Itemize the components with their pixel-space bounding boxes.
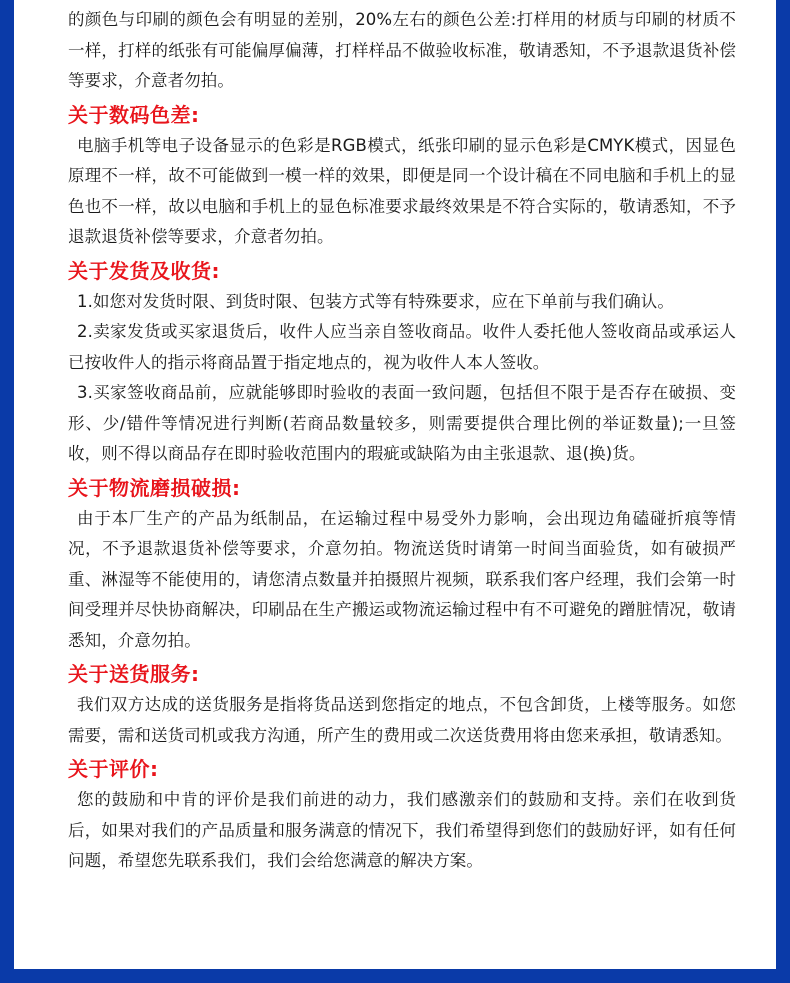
section-paragraph: 您的鼓励和中肯的评价是我们前进的动力，我们感激亲们的鼓励和支持。亲们在收到货后，如果对我们的产品质量和服务满意的情况下，我们希望得到您们的鼓励好评，如有任何问题，希望您先联系我们，我们会给您满意的解决方案。 — [68, 790, 736, 870]
section-paragraph: 由于本厂生产的产品为纸制品，在运输过程中易受外力影响，会出现边角磕碰折痕等情况，不予退款退货补偿等要求，介意勿拍。物流送货时请第一时间当面验货，如有破损严重、淋湿等不能使用的，请您清点数量并拍摄照片视频，联系我们客户经理，我们会第一时间受理并尽快协商解决，印刷品在生产搬运或物流运输过程中有不可避免的蹭脏情况，敬请悉知，介意勿拍。 — [68, 508, 736, 650]
section-title: 关于评价: — [68, 757, 159, 781]
intro-paragraph: 的颜色与印刷的颜色会有明显的差别，20%左右的颜色公差:打样用的材质与印刷的材质不一样，打样的纸张有可能偏厚偏薄，打样样品不做验收标准，敬请悉知，不予退款退货补偿等要求，介意者勿拍。 — [68, 10, 736, 90]
section-logistics-damage — [68, 472, 736, 657]
section-title: 关于送货服务: — [68, 662, 200, 686]
section-shipping-and-receiving — [68, 255, 736, 470]
section-paragraph: 2.卖家发货或买家退货后，收件人应当亲自签收商品。收件人委托他人签收商品或承运人已按收件人的指示将商品置于指定地点的，视为收件人本人签收。 — [68, 322, 736, 372]
section-title: 关于数码色差: — [68, 102, 200, 127]
policy-page — [14, 0, 776, 969]
section-paragraph: 我们双方达成的送货服务是指将货品送到您指定的地点，不包含卸货，上楼等服务。如您需要，需和送货司机或我方沟通，所产生的费用或二次送货费用将由您来承担，敬请悉知。 — [68, 695, 736, 745]
section-paragraph: 电脑手机等电子设备显示的色彩是RGB模式，纸张印刷的显示色彩是CMYK模式，因显色原理不一样，故不可能做到一模一样的效果，即便是同一个设计稿在不同电脑和手机上的显色也不一样，故以电脑和手机上的显色标准要求最终效果是不符合实际的，敬请悉知，不予退款退货补偿等要求，介意者勿拍。 — [68, 135, 736, 246]
section-reviews — [68, 753, 736, 877]
section-title: 关于发货及收货: — [68, 258, 220, 283]
section-paragraph: 1.如您对发货时限、到货时限、包装方式等有特殊要求，应在下单前与我们确认。 — [77, 291, 674, 311]
section-paragraph: 3.买家签收商品前，应就能够即时验收的表面一致问题，包括但不限于是否存在破损、变形、少/错件等情况进行判断(若商品数量较多，则需要提供合理比例的举证数量);一旦签收，则不得以商品存在即时验收范围内的瑕疵或缺陷为由主张退款、退(换)货。 — [68, 383, 736, 463]
section-title: 关于物流磨损破损: — [68, 475, 241, 500]
section-delivery-service — [68, 658, 736, 751]
section-digital-color-difference — [68, 99, 736, 253]
